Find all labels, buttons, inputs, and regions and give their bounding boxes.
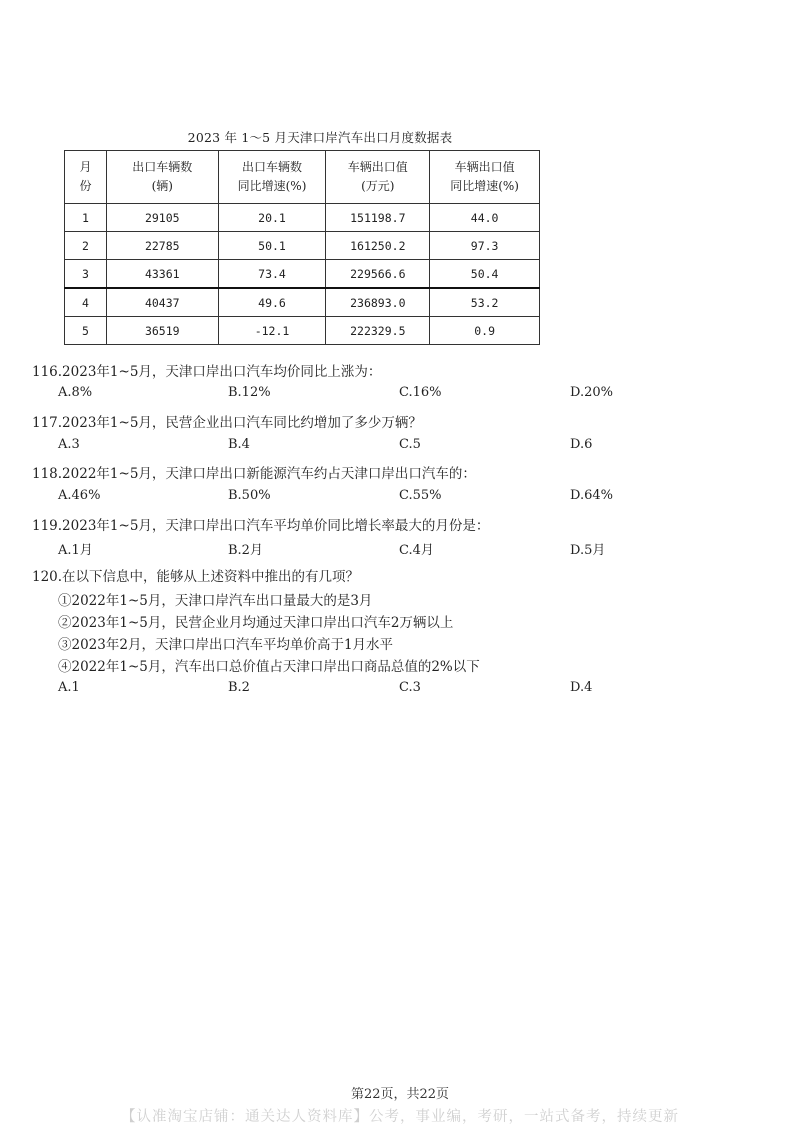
cell-count-growth: -12.1 (218, 317, 326, 345)
question-120-item-4: ④2022年1~5月，汽车出口总价值占天津口岸出口商品总值的2%以下 (58, 659, 480, 675)
question-117-stem: 117.2023年1~5月，民营企业出口汽车同比约增加了多少万辆？ (32, 415, 422, 431)
question-120-item-3: ③2023年2月，天津口岸出口汽车平均单价高于1月水平 (58, 637, 394, 653)
page-number: 第22页，共22页 (350, 1087, 450, 1102)
question-119-option-b[interactable]: B.2月 (228, 543, 263, 558)
cell-month: 1 (65, 204, 107, 232)
question-119-stem: 119.2023年1~5月，天津口岸出口汽车平均单价同比增长率最大的月份是： (32, 518, 490, 534)
cell-count-growth: 20.1 (218, 204, 326, 232)
question-120-stem: 120.在以下信息中，能够从上述资料中推出的有几项？ (32, 569, 360, 585)
question-119-option-d[interactable]: D.5月 (570, 543, 606, 558)
cell-count-growth: 50.1 (218, 232, 326, 260)
question-116-option-c[interactable]: C.16% (399, 385, 442, 400)
question-116-option-d[interactable]: D.20% (570, 385, 613, 400)
table-row (65, 204, 540, 232)
cell-value-growth: 44.0 (430, 204, 540, 232)
cell-value-growth: 97.3 (430, 232, 540, 260)
cell-export-count: 43361 (106, 260, 218, 289)
cell-month: 2 (65, 232, 107, 260)
question-120-option-c[interactable]: C.3 (399, 680, 421, 695)
cell-value-growth: 50.4 (430, 260, 540, 289)
question-117-option-a[interactable]: A.3 (58, 437, 80, 452)
question-120-option-d[interactable]: D.4 (570, 680, 593, 695)
table-title: 2023 年 1～5 月天津口岸汽车出口月度数据表 (187, 130, 453, 145)
header-count-growth: 出口车辆数 同比增速(%) (218, 151, 326, 204)
header-export-count: 出口车辆数 (辆) (106, 151, 218, 204)
question-117-option-b[interactable]: B.4 (228, 437, 250, 452)
question-119-option-c[interactable]: C.4月 (399, 543, 434, 558)
data-table (64, 150, 540, 345)
question-117-option-d[interactable]: D.6 (570, 437, 593, 452)
table-row (65, 232, 540, 260)
question-120-item-1: ①2022年1~5月，天津口岸汽车出口量最大的是3月 (58, 593, 373, 609)
question-117-option-c[interactable]: C.5 (399, 437, 421, 452)
question-120-item-2: ②2023年1~5月，民营企业月均通过天津口岸出口汽车2万辆以上 (58, 615, 454, 631)
question-120-option-a[interactable]: A.1 (58, 680, 80, 695)
question-118-option-a[interactable]: A.46% (58, 488, 101, 503)
header-value-growth: 车辆出口值 同比增速(%) (430, 151, 540, 204)
table-header-row (65, 151, 540, 204)
question-120-option-b[interactable]: B.2 (228, 680, 250, 695)
cell-export-count: 29105 (106, 204, 218, 232)
cell-export-value: 161250.2 (326, 232, 430, 260)
cell-month: 5 (65, 317, 107, 345)
question-119-option-a[interactable]: A.1月 (58, 543, 93, 558)
cell-month: 3 (65, 260, 107, 289)
cell-count-growth: 49.6 (218, 288, 326, 317)
cell-export-count: 36519 (106, 317, 218, 345)
header-export-value: 车辆出口值 (万元) (326, 151, 430, 204)
table-row (65, 317, 540, 345)
question-118-option-d[interactable]: D.64% (570, 488, 613, 503)
table-row (65, 288, 540, 317)
cell-value-growth: 0.9 (430, 317, 540, 345)
header-month: 月 份 (65, 151, 107, 204)
table-row (65, 260, 540, 289)
question-118-option-b[interactable]: B.50% (228, 488, 271, 503)
cell-count-growth: 73.4 (218, 260, 326, 289)
cell-export-value: 151198.7 (326, 204, 430, 232)
cell-export-value: 229566.6 (326, 260, 430, 289)
cell-export-count: 22785 (106, 232, 218, 260)
cell-month: 4 (65, 288, 107, 317)
cell-export-count: 40437 (106, 288, 218, 317)
cell-export-value: 222329.5 (326, 317, 430, 345)
question-116-option-b[interactable]: B.12% (228, 385, 271, 400)
cell-export-value: 236893.0 (326, 288, 430, 317)
question-118-option-c[interactable]: C.55% (399, 488, 442, 503)
question-116-stem: 116.2023年1~5月，天津口岸出口汽车均价同比上涨为： (32, 364, 382, 380)
cell-value-growth: 53.2 (430, 288, 540, 317)
question-116-option-a[interactable]: A.8% (58, 385, 93, 400)
question-118-stem: 118.2022年1~5月，天津口岸出口新能源汽车约占天津口岸出口汽车的： (32, 466, 476, 482)
watermark-text: 【认准淘宝店铺：通关达人资料库】公考，事业编，考研，一站式备考，持续更新 (121, 1109, 679, 1125)
